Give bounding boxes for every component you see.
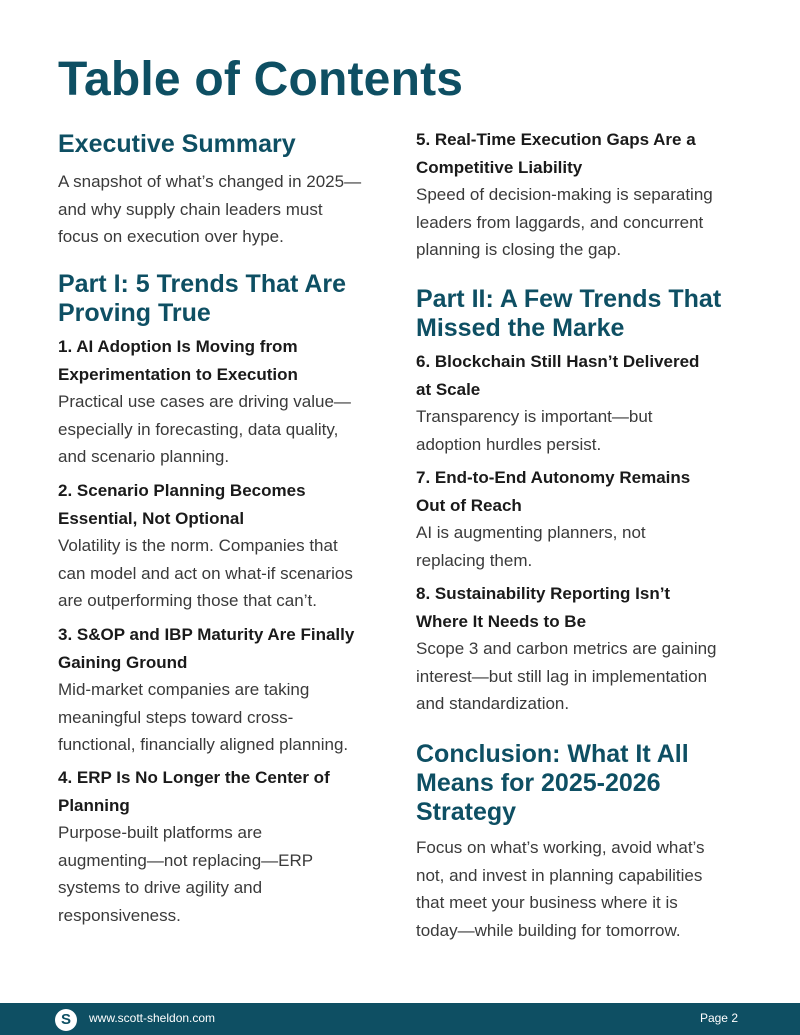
desc-line: that meet your business where it is bbox=[416, 893, 678, 912]
item-title-line: Where It Needs to Be bbox=[416, 611, 587, 631]
heading-line: Part II: A Few Trends That bbox=[416, 285, 722, 313]
part2-heading bbox=[416, 285, 756, 343]
item-desc-line: leaders from laggards, and concurrent bbox=[416, 212, 704, 232]
item-desc-line: functional, financially aligned planning. bbox=[58, 735, 349, 754]
conclusion-description bbox=[416, 834, 756, 944]
item-title-line: 7. End-to-End Autonomy Remains bbox=[416, 468, 691, 487]
item-desc-line: interest—but still lag in implementation bbox=[416, 666, 708, 686]
heading-line: Means for 2025-2026 bbox=[416, 769, 661, 797]
item-desc-line: planning is closing the gap. bbox=[416, 240, 622, 259]
website-link[interactable]: www.scott-sheldon.com bbox=[89, 1011, 216, 1025]
item-title-line: Gaining Ground bbox=[58, 652, 188, 672]
toc-item-2 bbox=[58, 477, 388, 615]
item-title-line: 5. Real-Time Execution Gaps Are a bbox=[416, 130, 696, 149]
item-title-line: 4. ERP Is No Longer the Center of bbox=[58, 768, 330, 787]
item-desc-line: responsiveness. bbox=[58, 905, 181, 925]
item-desc-line: are outperforming those that can’t. bbox=[58, 591, 317, 610]
item-title-line: 1. AI Adoption Is Moving from bbox=[58, 337, 298, 356]
conclusion-section bbox=[416, 740, 756, 944]
item-title-line: 3. S&OP and IBP Maturity Are Finally bbox=[58, 625, 355, 644]
desc-line: Focus on what’s working, avoid what’s bbox=[416, 838, 705, 857]
desc-line: A snapshot of what’s changed in 2025— bbox=[58, 172, 362, 191]
heading-line: Strategy bbox=[416, 798, 517, 826]
item-title-line: Experimentation to Execution bbox=[58, 364, 298, 384]
desc-line: and why supply chain leaders must bbox=[58, 199, 323, 219]
item-desc-line: Mid-market companies are taking bbox=[58, 680, 310, 699]
part1-heading bbox=[58, 270, 388, 328]
heading-line: Part I: 5 Trends That Are bbox=[58, 270, 347, 298]
item-title-line: Out of Reach bbox=[416, 495, 522, 515]
toc-item-8 bbox=[416, 580, 756, 718]
item-title-line: 6. Blockchain Still Hasn’t Delivered bbox=[416, 352, 700, 371]
item-title-line: 2. Scenario Planning Becomes bbox=[58, 481, 306, 500]
item-title-line: Planning bbox=[58, 795, 130, 815]
executive-summary-heading: Executive Summary bbox=[58, 130, 296, 158]
desc-line: not, and invest in planning capabilities bbox=[416, 865, 703, 885]
item-title-line: Essential, Not Optional bbox=[58, 508, 245, 528]
toc-item-6 bbox=[416, 348, 756, 458]
item-desc-line: adoption hurdles persist. bbox=[416, 434, 602, 454]
item-desc-line: Speed of decision-making is separating bbox=[416, 185, 713, 204]
item-desc-line: Volatility is the norm. Companies that bbox=[58, 536, 338, 555]
toc-item-7 bbox=[416, 464, 756, 574]
page-title: Table of Contents bbox=[58, 53, 464, 106]
item-desc-line: meaningful steps toward cross- bbox=[58, 707, 294, 727]
item-title-line: 8. Sustainability Reporting Isn’t bbox=[416, 584, 671, 603]
item-desc-line: replacing them. bbox=[416, 550, 533, 570]
item-desc-line: Practical use cases are driving value— bbox=[58, 392, 351, 411]
toc-item-1 bbox=[58, 333, 388, 471]
item-desc-line: Transparency is important—but bbox=[416, 407, 653, 426]
item-desc-line: Purpose-built platforms are bbox=[58, 823, 263, 842]
item-desc-line: systems to drive agility and bbox=[58, 878, 263, 897]
executive-summary-section bbox=[58, 130, 388, 251]
page-number: Page 2 bbox=[699, 1011, 738, 1025]
toc-item-3 bbox=[58, 621, 388, 759]
item-desc-line: Scope 3 and carbon metrics are gaining bbox=[416, 639, 717, 658]
executive-summary-description bbox=[58, 168, 388, 251]
toc-item-4 bbox=[58, 764, 388, 929]
desc-line: today—while building for tomorrow. bbox=[416, 920, 681, 940]
item-desc-line: AI is augmenting planners, not bbox=[416, 523, 646, 542]
item-desc-line: especially in forecasting, data quality, bbox=[58, 419, 339, 439]
item-desc-line: and standardization. bbox=[416, 694, 570, 713]
desc-line: focus on execution over hype. bbox=[58, 227, 284, 246]
item-title-line: Competitive Liability bbox=[416, 157, 583, 177]
heading-line: Proving True bbox=[58, 299, 211, 327]
heading-line: Conclusion: What It All bbox=[416, 740, 689, 768]
brand-logo-icon: S bbox=[55, 1009, 77, 1031]
item-title-line: at Scale bbox=[416, 379, 481, 399]
item-desc-line: augmenting—not replacing—ERP bbox=[58, 850, 314, 870]
heading-line: Missed the Marke bbox=[416, 314, 625, 342]
item-desc-line: can model and act on what-if scenarios bbox=[58, 563, 353, 583]
item-desc-line: and scenario planning. bbox=[58, 447, 230, 466]
toc-item-5 bbox=[416, 126, 756, 264]
footer-bar bbox=[0, 1003, 800, 1035]
